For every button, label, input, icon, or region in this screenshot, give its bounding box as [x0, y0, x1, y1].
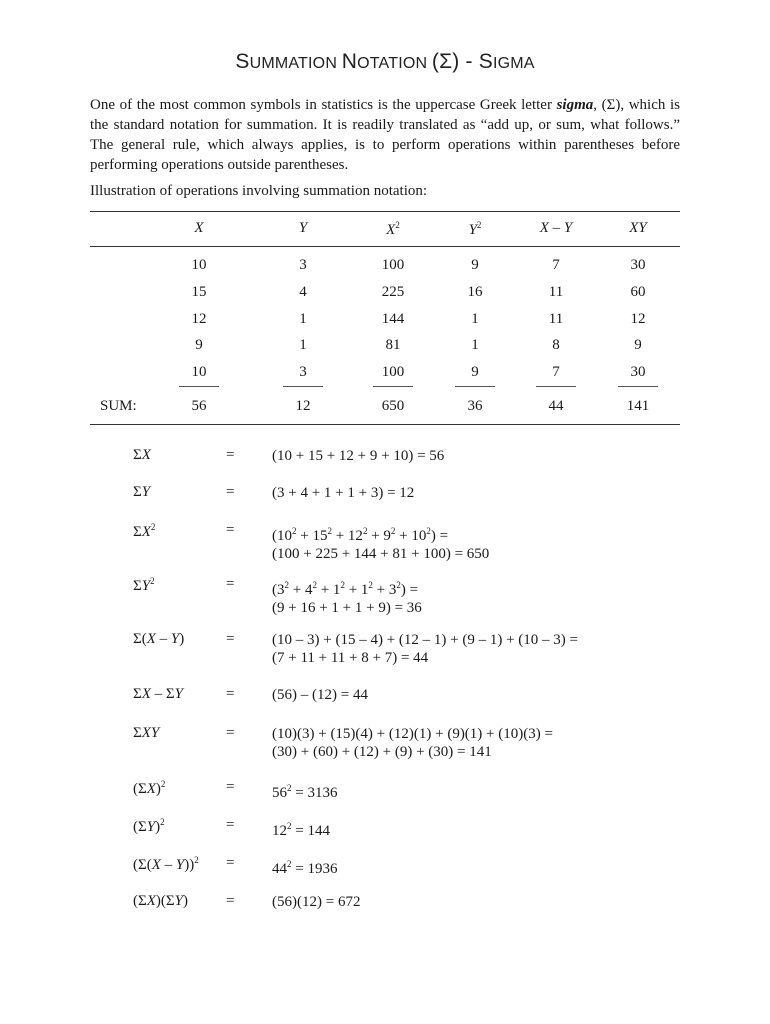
table-header-xy: XY	[629, 220, 647, 236]
sum-cell: 56	[191, 398, 207, 414]
table-cell: 16	[467, 284, 483, 300]
table-cell: 11	[548, 311, 564, 327]
equals-sign: =	[226, 686, 235, 702]
table-cell: 100	[381, 257, 405, 273]
equation-lhs: (Σ(X – Y))$^2$	[133, 855, 199, 873]
table-header-x: X	[194, 220, 204, 236]
equation-lhs: ΣX	[133, 447, 151, 463]
table-cell: 1	[299, 337, 307, 353]
table-header-y-squared: $Y^2$	[468, 220, 482, 238]
table-cell: 7	[552, 257, 560, 273]
table-cell: 1	[471, 311, 479, 327]
equation-rhs: (10 – 3) + (15 – 4) + (12 – 1) + (9 – 1) + (10 – 3) = (7 + 11 + 11 + 8 + 7) = 44	[272, 632, 578, 666]
equation-lhs: $(\Sigma X)^2$	[133, 779, 166, 797]
sum-cell: 44	[548, 398, 564, 414]
table-header-x-minus-y: X – Y	[539, 220, 573, 236]
equals-sign: =	[226, 893, 235, 909]
sum-label: SUM:	[100, 398, 137, 414]
table-top-rule	[90, 211, 680, 212]
equation-rhs: $(10^2 + 15^2 + 12^2 + 9^2 + 10^2)$ = (100 + 225 + 144 + 81 + 100) = 650	[272, 526, 490, 562]
table-cell: 3	[299, 257, 307, 273]
table-header-x-squared: $X^2$	[386, 220, 400, 238]
equation-rhs: (56)(12) = 672	[272, 894, 361, 910]
equals-sign: =	[226, 631, 235, 647]
equation-lhs: $(\Sigma Y)^2$	[133, 817, 165, 835]
table-cell: 1	[471, 337, 479, 353]
table-cell: 15	[191, 284, 207, 300]
equals-sign: =	[226, 447, 235, 463]
equation-lhs: (ΣX)(ΣY)	[133, 893, 188, 909]
table-cell: 3	[299, 364, 307, 380]
sum-cell: 141	[626, 398, 650, 414]
table-cell: 225	[381, 284, 405, 300]
sum-cell: 12	[295, 398, 311, 414]
equals-sign: =	[226, 576, 235, 592]
table-cell: 9	[471, 257, 479, 273]
sum-cell: 650	[381, 398, 405, 414]
table-cell: 60	[630, 284, 646, 300]
table-cell: 100	[381, 364, 405, 380]
table-cell: 10	[191, 257, 207, 273]
equals-sign: =	[226, 779, 235, 795]
equation-rhs: $(3^2 + 4^2 + 1^2 + 1^2 + 3^2)$ = (9 + 16 + 1 + 1 + 9) = 36	[272, 580, 422, 616]
equation-lhs: $\Sigma Y^2$	[133, 576, 155, 594]
table-caption: Illustration of operations involving summation notation:	[90, 183, 428, 199]
table-header-rule	[90, 246, 680, 247]
table-cell: 30	[630, 364, 646, 380]
equation-lhs: ΣXY	[133, 725, 160, 741]
table-cell: 12	[191, 311, 207, 327]
table-cell: 9	[634, 337, 642, 353]
table-bottom-rule	[90, 424, 680, 425]
table-cell: 4	[299, 284, 307, 300]
sum-underline	[536, 386, 576, 387]
equation-rhs: (10)(3) + (15)(4) + (12)(1) + (9)(1) + (10)(3) = (30) + (60) + (12) + (9) + (30) = 141	[272, 726, 553, 760]
sum-underline	[179, 386, 219, 387]
table-cell: 11	[548, 284, 564, 300]
sum-underline	[373, 386, 413, 387]
table-header-y: Y	[298, 220, 308, 236]
equation-lhs: $\Sigma X^2$	[133, 522, 156, 540]
table-cell: 30	[630, 257, 646, 273]
equation-lhs: Σ(X – Y)	[133, 631, 185, 647]
equals-sign: =	[226, 817, 235, 833]
table-cell: 8	[552, 337, 560, 353]
equals-sign: =	[226, 725, 235, 741]
intro-paragraph: One of the most common symbols in statistics is the uppercase Greek letter sigma, (Σ), which is the standard notation for summation. It is readily translated as “add up, or sum, what follows.” The general rule, which always applies, is to perform operations within parentheses before performing operations outside parentheses.	[90, 97, 680, 173]
table-cell: 9	[195, 337, 203, 353]
table-cell: 81	[385, 337, 401, 353]
equation-rhs: $44^2 = 1936$	[272, 859, 338, 877]
equation-rhs: (3 + 4 + 1 + 1 + 3) = 12	[272, 485, 415, 501]
sum-cell: 36	[467, 398, 483, 414]
table-cell: 1	[299, 311, 307, 327]
table-cell: 7	[552, 364, 560, 380]
sum-underline	[618, 386, 658, 387]
table-cell: 144	[381, 311, 405, 327]
sum-underline	[455, 386, 495, 387]
equals-sign: =	[226, 484, 235, 500]
equals-sign: =	[226, 855, 235, 871]
equals-sign: =	[226, 522, 235, 538]
equation-lhs: ΣY	[133, 484, 151, 500]
equation-rhs: $12^2 = 144$	[272, 821, 330, 839]
page-title: SUMMATION NOTATION (Σ) - SIGMA	[235, 50, 535, 73]
table-cell: 9	[471, 364, 479, 380]
table-cell: 10	[191, 364, 207, 380]
equation-rhs: (10 + 15 + 12 + 9 + 10) = 56	[272, 448, 445, 464]
equation-lhs: ΣX – ΣY	[133, 686, 183, 702]
sum-underline	[283, 386, 323, 387]
equation-rhs: $56^2 = 3136$	[272, 783, 338, 801]
equation-rhs: (56) – (12) = 44	[272, 687, 368, 703]
table-cell: 12	[630, 311, 646, 327]
